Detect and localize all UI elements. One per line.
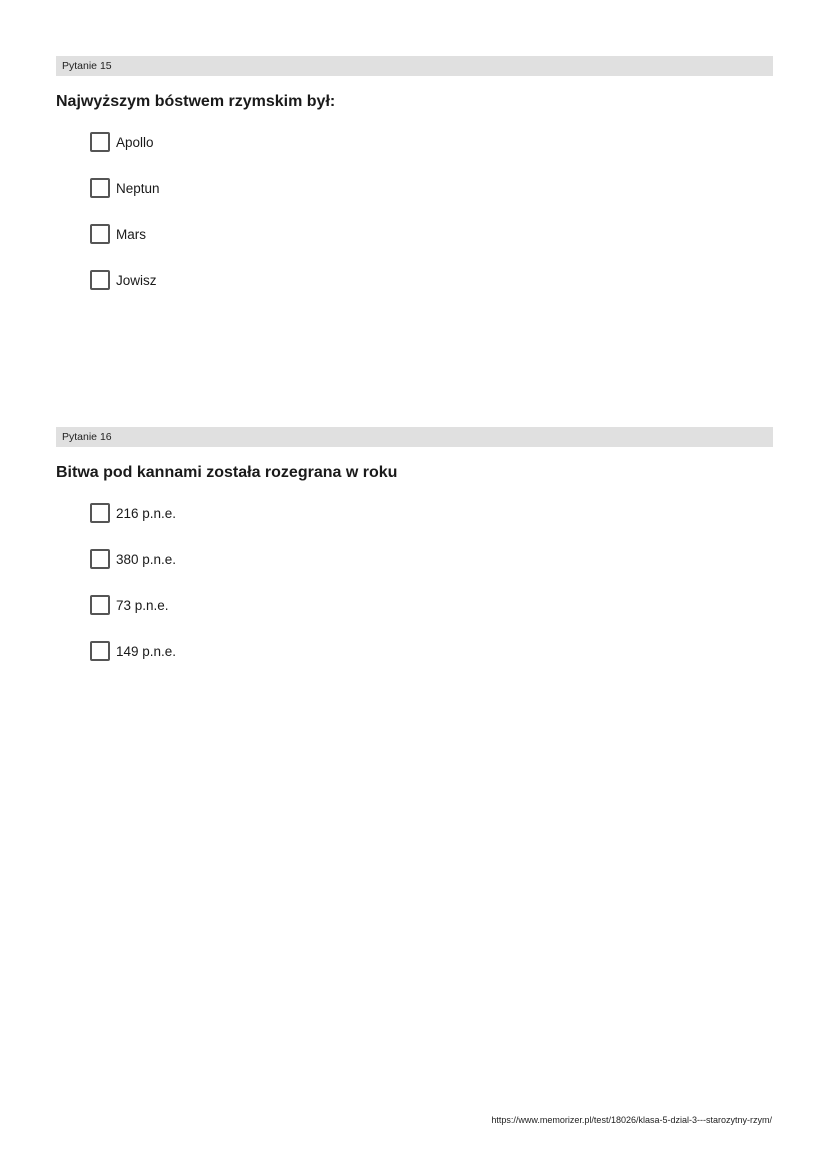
checkbox[interactable]	[90, 595, 110, 615]
checkbox[interactable]	[90, 224, 110, 244]
checkbox[interactable]	[90, 503, 110, 523]
question-header: Pytanie 16	[56, 427, 773, 447]
answer-options	[90, 503, 773, 661]
checkbox[interactable]	[90, 549, 110, 569]
answer-option-neptun[interactable]	[90, 178, 773, 198]
answer-options	[90, 132, 773, 290]
answer-label: 216 p.n.e.	[116, 505, 177, 521]
answer-label: Jowisz	[116, 272, 157, 288]
question-text: Bitwa pod kannami została rozegrana w roku	[56, 464, 398, 481]
checkbox[interactable]	[90, 132, 110, 152]
answer-option-73[interactable]	[90, 595, 773, 615]
answer-label: 149 p.n.e.	[116, 643, 177, 659]
checkbox[interactable]	[90, 641, 110, 661]
checkbox[interactable]	[90, 178, 110, 198]
answer-label: Mars	[116, 226, 146, 242]
answer-label: 380 p.n.e.	[116, 551, 177, 567]
answer-option-216[interactable]	[90, 503, 773, 523]
question-15	[56, 56, 773, 316]
answer-option-apollo[interactable]	[90, 132, 773, 152]
answer-label: Neptun	[116, 180, 160, 196]
answer-option-mars[interactable]	[90, 224, 773, 244]
question-text: Najwyższym bóstwem rzymskim był:	[56, 93, 336, 110]
answer-option-149[interactable]	[90, 641, 773, 661]
answer-label: 73 p.n.e.	[116, 597, 169, 613]
question-header: Pytanie 15	[56, 56, 773, 76]
answer-label: Apollo	[116, 134, 154, 150]
footer-url: https://www.memorizer.pl/test/18026/klasa-5-dzial-3---starozytny-rzym/	[491, 1115, 772, 1125]
answer-option-jowisz[interactable]	[90, 270, 773, 290]
question-16	[56, 427, 773, 687]
answer-option-380[interactable]	[90, 549, 773, 569]
checkbox[interactable]	[90, 270, 110, 290]
